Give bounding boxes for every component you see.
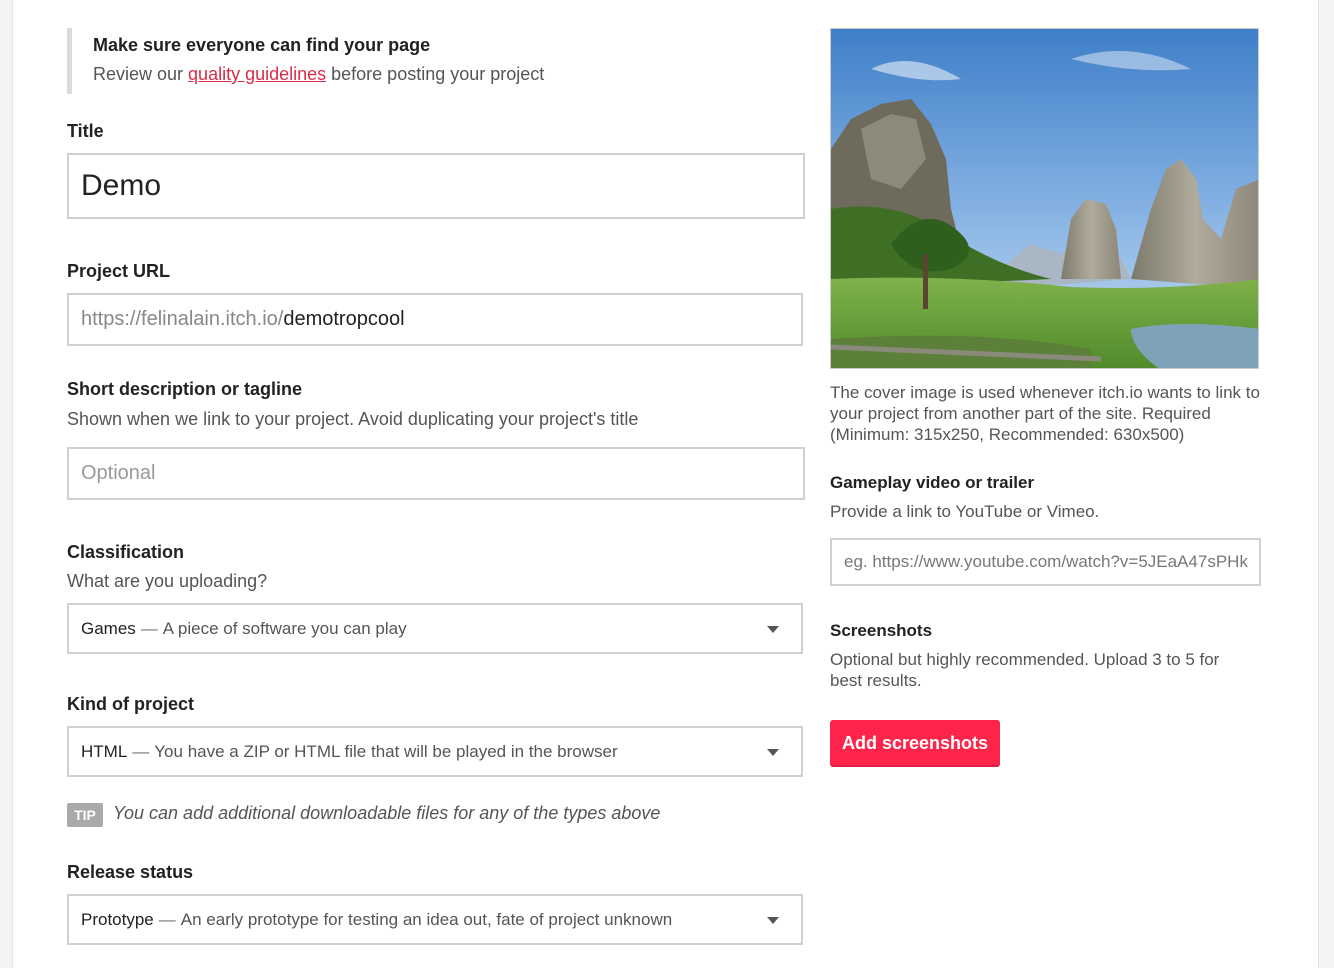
kind-selected-desc: You have a ZIP or HTML file that will be played in the browser: [154, 741, 618, 761]
project-url-input[interactable]: [67, 293, 803, 346]
release-status-label: Release status: [67, 862, 194, 882]
cover-image[interactable]: [830, 28, 1259, 369]
edit-game-page: [12, 0, 1319, 968]
release-status-select[interactable]: [67, 894, 803, 945]
tip-text: You can add additional downloadable files for any of the types above: [113, 803, 661, 823]
title-value: Demo: [81, 169, 162, 202]
title-input[interactable]: [67, 153, 805, 219]
add-screenshots-button[interactable]: Add screenshots: [830, 720, 1000, 767]
tip-badge: TIP: [67, 803, 103, 827]
url-prefix: https://felinalain.itch.io/: [81, 308, 284, 330]
project-url-label: Project URL: [67, 261, 171, 281]
url-value: demotropcool: [283, 308, 405, 330]
classification-separator: —: [140, 618, 158, 638]
release-selected-desc: An early prototype for testing an idea out, fate of project unknown: [180, 909, 673, 929]
tagline-help: Shown when we link to your project. Avoid duplicating your project's title: [67, 409, 639, 429]
kind-label: Kind of project: [67, 694, 194, 714]
classification-selected: Games: [81, 618, 136, 638]
screenshots-help: Optional but highly recommended. Upload 3 to 5 for best results.: [830, 650, 1220, 690]
cover-landscape-image: [831, 29, 1259, 369]
notice-text: [93, 64, 544, 85]
quality-guidelines-link[interactable]: quality guidelines: [188, 64, 327, 84]
chevron-down-icon: [767, 626, 779, 633]
tagline-input[interactable]: [67, 447, 805, 500]
notice-prefix: Review our: [93, 64, 189, 84]
guidelines-notice: [67, 28, 787, 94]
screenshots-label: Screenshots: [830, 621, 933, 640]
tagline-placeholder: Optional: [81, 462, 156, 484]
video-placeholder: eg. https://www.youtube.com/watch?v=5JEaA47sPHk: [844, 552, 1248, 571]
kind-selected: HTML: [81, 741, 128, 761]
release-selected: Prototype: [81, 909, 154, 929]
cover-caption: The cover image is used whenever itch.io wants to link to your project from another part of the site. Required (Minimum: 315x250, Recommended: 630x500): [830, 383, 1260, 444]
tagline-label: Short description or tagline: [67, 379, 303, 399]
classification-label: Classification: [67, 542, 185, 562]
kind-separator: —: [132, 741, 150, 761]
classification-select[interactable]: [67, 603, 803, 654]
video-label: Gameplay video or trailer: [830, 473, 1035, 492]
notice-suffix: before posting your project: [326, 64, 545, 84]
video-url-input[interactable]: [830, 538, 1261, 586]
chevron-down-icon: [767, 917, 779, 924]
notice-title: Make sure everyone can find your page: [93, 35, 431, 55]
chevron-down-icon: [767, 749, 779, 756]
video-help: Provide a link to YouTube or Vimeo.: [830, 502, 1100, 521]
classification-help: What are you uploading?: [67, 571, 268, 591]
kind-select[interactable]: [67, 726, 803, 777]
release-separator: —: [158, 909, 176, 929]
title-label: Title: [67, 121, 104, 141]
classification-selected-desc: A piece of software you can play: [162, 618, 407, 638]
